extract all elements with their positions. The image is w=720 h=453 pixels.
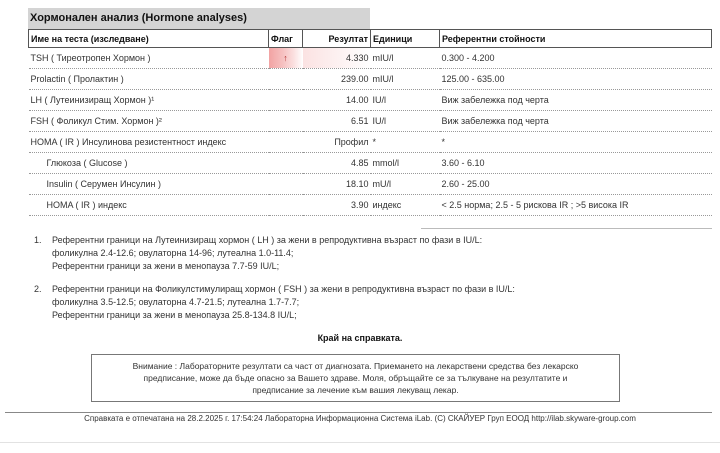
footnote-line: Референтни граници на Фоликулстимулиращ хормон ( FSH ) за жени в репродуктивна възраст по фази в IU/L: [52,284,515,294]
test-flag [269,69,303,90]
test-result: 6.51 [303,111,371,132]
test-name: FSH ( Фоликул Стим. Хормон )² [29,111,269,132]
test-flag [269,90,303,111]
test-result: 14.00 [303,90,371,111]
test-name: TSH ( Тиреотропен Хормон ) [29,48,269,69]
test-reference: 125.00 - 635.00 [440,69,712,90]
test-result: 18.10 [303,174,371,195]
test-units: mIU/l [371,48,440,69]
test-name: LH ( Лутеинизиращ Хормон )¹ [29,90,269,111]
test-reference: 3.60 - 6.10 [440,153,712,174]
footnote-item [34,283,515,322]
print-footer: Справката е отпечатана на 28.2.2025 г. 17:54:24 Лабораторна Информационна Система iLab. (C) СКАЙУЕР Груп ЕООД http://ilab.skyware-group.com [84,414,636,423]
footnote-number: 2. [34,284,42,294]
test-reference: Виж забележка под черта [440,90,712,111]
footnote-line: Референтни граници за жени в менопауза 7.7-59 IU/L; [52,261,280,271]
test-reference: < 2.5 норма; 2.5 - 5 рискова IR ; >5 висока IR [440,195,712,216]
test-flag [269,195,303,216]
section-title: Хормонален анализ (Hormone analyses) [28,8,370,29]
page-bottom-divider [0,442,720,443]
test-result: Профил [303,132,371,153]
test-flag [269,111,303,132]
test-name: Глюкоза ( Glucose ) [29,153,269,174]
table-header-row [29,30,712,48]
notes-top-divider [421,228,712,229]
footer-divider [5,412,712,413]
header-reference: Референтни стойности [440,30,712,48]
footnote-line: Референтни граници за жени в менопауза 25.8-134.8 IU/L; [52,310,297,320]
footnote-item [34,234,515,273]
test-flag [269,174,303,195]
header-test-name: Име на теста (изследване) [29,30,269,48]
test-units: индекс [371,195,440,216]
test-flag [269,132,303,153]
test-result: 3.90 [303,195,371,216]
test-reference: Виж забележка под черта [440,111,712,132]
footnote-line: фоликулна 2.4-12.6; овулаторна 14-96; лутеална 1.0-11.4; [52,248,294,258]
test-units: mIU/l [371,69,440,90]
header-units: Единици [371,30,440,48]
table-row [29,48,712,69]
report-end-text: Край на справката. [317,333,403,343]
test-units: mU/l [371,174,440,195]
table-row [29,174,712,195]
warning-line: Внимание : Лабораторните резултати са част от диагнозата. Приемането на лекарствени средства без лекарско [132,361,579,371]
footnotes [34,234,515,332]
test-units: * [371,132,440,153]
test-units: IU/l [371,111,440,132]
table-row [29,111,712,132]
test-name: Insulin ( Серумен Инсулин ) [29,174,269,195]
header-result: Резултат [303,30,371,48]
test-reference: 2.60 - 25.00 [440,174,712,195]
table-row [29,69,712,90]
warning-box [91,354,620,402]
table-row [29,153,712,174]
test-result: 4.85 [303,153,371,174]
test-units: IU/l [371,90,440,111]
test-name: HOMA ( IR ) индекс [29,195,269,216]
test-result: 239.00 [303,69,371,90]
footnote-number: 1. [34,235,42,245]
header-flag: Флаг [269,30,303,48]
warning-line: предписание, може да бъде опасно за Вашето здраве. Моля, обръщайте се за тълкуване на резултатите и [143,373,568,383]
test-name: HOMA ( IR ) Инсулинова резистентност индекс [29,132,269,153]
flag-high-icon: ↑ [269,48,303,69]
test-result: 4.330 [303,48,371,69]
test-units: mmol/l [371,153,440,174]
footnote-line: фоликулна 3.5-12.5; овулаторна 4.7-21.5; лутеална 1.7-7.7; [52,297,300,307]
footnote-line: Референтни граници на Лутеинизиращ хормон ( LH ) за жени в репродуктивна възраст по фази в IU/L: [52,235,483,245]
warning-line: предписание за лечение към вашия лекуващ лекар. [252,385,459,395]
table-row [29,195,712,216]
test-name: Prolactin ( Пролактин ) [29,69,269,90]
table-row [29,132,712,153]
results-table [28,29,712,216]
table-row [29,90,712,111]
test-flag [269,153,303,174]
test-reference: 0.300 - 4.200 [440,48,712,69]
test-reference: * [440,132,712,153]
